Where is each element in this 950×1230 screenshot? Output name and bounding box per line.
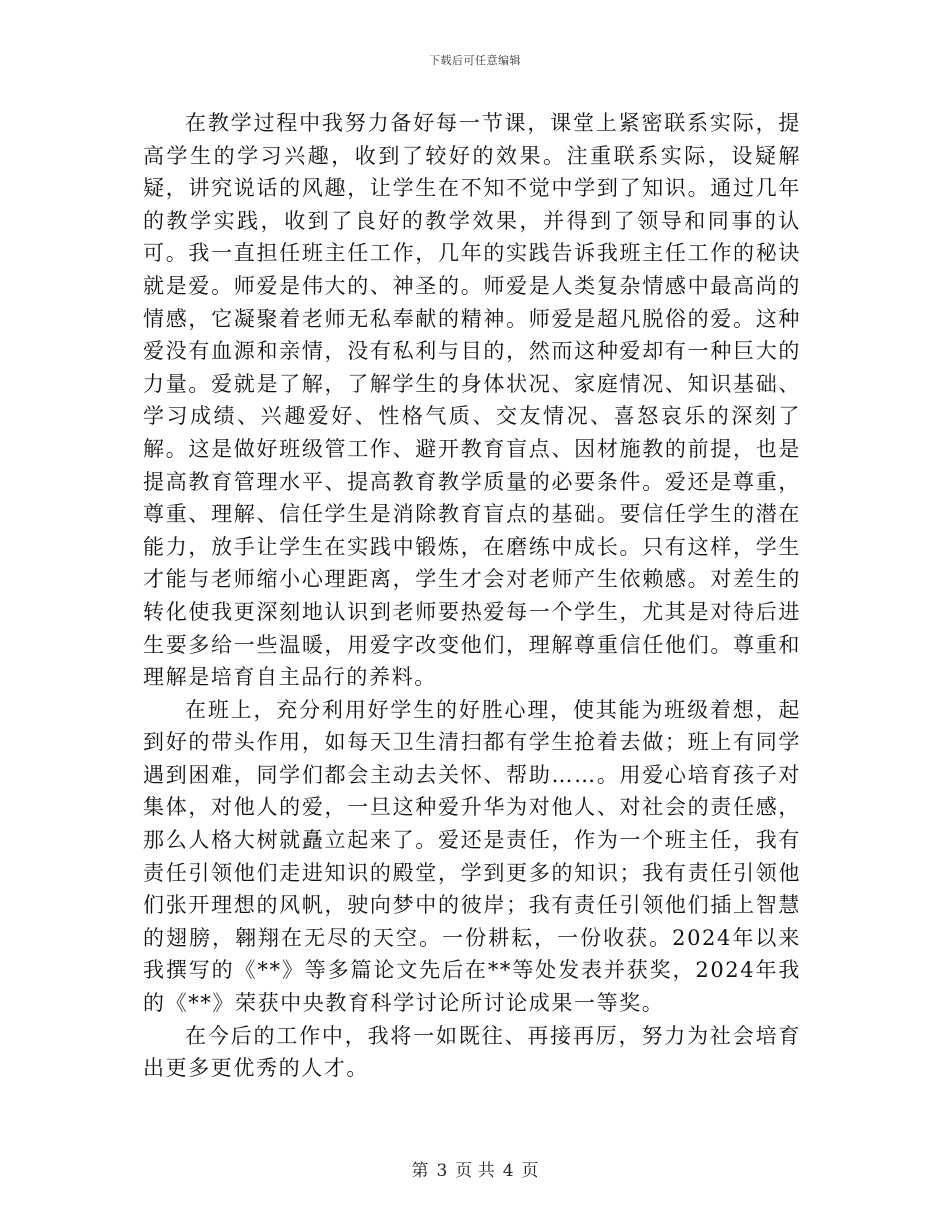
paragraph-3: 在今后的工作中，我将一如既往、再接再厉，努力为社会培育出更多更优秀的人才。 xyxy=(143,1023,801,1081)
footer-middle: 页 共 xyxy=(455,1161,495,1181)
paragraph-2: 在班上，充分利用好学生的好胜心理，使其能为班级着想，起到好的带头作用，如每天卫生清扫都有学生抢着去做；班上有同学遇到困难，同学们都会主动去关怀、帮助……。用爱心培育孩子对集体，对他人的爱，一旦这种爱升华为对他人、对社会的责任感，那么人格大树就矗立起来了。爱还是责任，作为一个班主任，我有责任引领他们走进知识的殿堂，学到更多的知识；我有责任引领他们张开理想的风帆，驶向梦中的彼岸；我有责任引领他们插上智慧的翅膀，翱翔在无尽的天空。一份耕耘，一份收获。2024年以来我撰写的《**》等多篇论文先后在**等处发表并获奖，2024年我的《**》荣获中央教育科学讨论所讨论成果一等奖。 xyxy=(143,697,801,1016)
paragraph-1: 在教学过程中我努力备好每一节课，课堂上紧密联系实际，提高学生的学习兴趣，收到了较好的效果。注重联系实际，设疑解疑，讲究说话的风趣，让学生在不知不觉中学到了知识。通过几年的教学实践，收到了良好的教学效果，并得到了领导和同事的认可。我一直担任班主任工作，几年的实践告诉我班主任工作的秘诀就是爱。师爱是伟大的、神圣的。师爱是人类复杂情感中最高尚的情感，它凝聚着老师无私奉献的精神。师爱是超凡脱俗的爱。这种爱没有血源和亲情，没有私利与目的，然而这种爱却有一种巨大的力量。爱就是了解，了解学生的身体状况、家庭情况、知识基础、学习成绩、兴趣爱好、性格气质、交友情况、喜怒哀乐的深刻了解。这是做好班级管工作、避开教育盲点、因材施教的前提，也是提高教育管理水平、提高教育教学质量的必要条件。爱还是尊重，尊重、理解、信任学生是消除教育盲点的基础。要信任学生的潜在能力，放手让学生在实践中锻炼，在磨练中成长。只有这样，学生才能与老师缩小心理距离，学生才会对老师产生依赖感。对差生的转化使我更深刻地认识到老师要热爱每一个学生，尤其是对待后进生要多给一些温暖，用爱字改变他们，理解尊重信任他们。尊重和理解是培育自主品行的养料。 xyxy=(143,111,801,690)
page-header: 下载后可任意编辑 xyxy=(429,54,521,67)
page-footer xyxy=(0,1156,950,1181)
document-body xyxy=(143,107,801,1085)
footer-prefix: 第 xyxy=(411,1161,429,1181)
total-pages-number: 4 xyxy=(502,1161,514,1181)
current-page-number: 3 xyxy=(436,1161,448,1181)
footer-suffix: 页 xyxy=(521,1161,539,1181)
